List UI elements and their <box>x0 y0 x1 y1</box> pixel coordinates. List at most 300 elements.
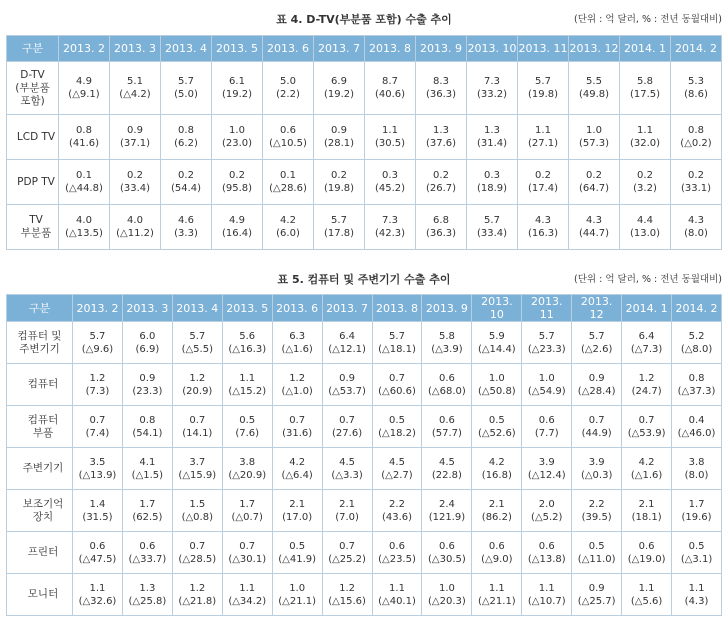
header-period: 2014. 1 <box>620 36 671 62</box>
data-cell <box>422 448 472 490</box>
data-cell <box>372 406 422 448</box>
data-cell <box>59 115 110 160</box>
cell-change: (44.7) <box>578 228 610 239</box>
header-period: 2013. 11 <box>522 295 572 322</box>
cell-value: 0.5 <box>588 540 605 552</box>
cell-change: (△13.8) <box>527 553 566 565</box>
cell-change: (5.0) <box>174 89 198 100</box>
cell-change: (△44.8) <box>65 183 103 194</box>
data-cell <box>622 406 672 448</box>
cell-value: 0.7 <box>189 414 206 426</box>
data-cell <box>416 115 467 160</box>
cell-change: (31.5) <box>82 511 113 523</box>
data-cell <box>222 364 272 406</box>
data-cell <box>620 160 671 205</box>
cell-value: 5.6 <box>239 330 256 342</box>
header-period: 2013. 5 <box>222 295 272 322</box>
cell-value: 6.9 <box>331 76 347 87</box>
cell-change: (△5.5) <box>181 343 213 355</box>
table4-unit: (단위 : 억 달러, % : 전년 동월대비) <box>574 14 722 25</box>
data-cell <box>518 160 569 205</box>
data-cell <box>672 532 722 574</box>
cell-value: 2.1 <box>638 498 655 510</box>
data-cell <box>672 574 722 616</box>
table-row <box>7 574 722 616</box>
cell-value: 1.1 <box>488 582 505 594</box>
header-category: 구분 <box>7 36 59 62</box>
cell-change: (△9.0) <box>481 553 513 565</box>
data-cell <box>314 205 365 250</box>
cell-value: 0.6 <box>89 540 106 552</box>
cell-value: 1.2 <box>89 372 106 384</box>
cell-value: 4.9 <box>229 215 245 226</box>
cell-change: (△13.5) <box>65 228 103 239</box>
cell-change: (△52.6) <box>477 427 516 439</box>
data-cell <box>467 205 518 250</box>
cell-change: (△28.5) <box>178 553 217 565</box>
data-cell <box>467 115 518 160</box>
cell-value: 8.7 <box>382 76 398 87</box>
data-cell <box>522 574 572 616</box>
table4-caption: 표 4. D-TV(부분품 포함) 수출 추이 <box>276 13 452 26</box>
cell-change: (7.4) <box>85 427 110 439</box>
cell-value: 0.7 <box>588 414 605 426</box>
data-cell <box>59 62 110 115</box>
cell-value: 1.3 <box>433 125 449 136</box>
data-cell <box>122 532 172 574</box>
cell-value: 6.4 <box>638 330 655 342</box>
cell-value: 5.7 <box>331 215 347 226</box>
data-cell <box>472 532 522 574</box>
cell-value: 0.8 <box>688 372 705 384</box>
data-cell <box>472 322 522 364</box>
cell-change: (6.2) <box>174 138 198 149</box>
cell-value: 5.0 <box>280 76 296 87</box>
header-period: 2013. 3 <box>122 295 172 322</box>
data-cell <box>522 532 572 574</box>
cell-value: 4.2 <box>280 215 296 226</box>
cell-change: (16.3) <box>527 228 559 239</box>
data-cell <box>672 322 722 364</box>
table-row <box>7 532 722 574</box>
cell-value: 0.4 <box>688 414 705 426</box>
cell-value: 1.0 <box>488 372 505 384</box>
row-label: TV 부분품 <box>7 205 59 250</box>
cell-value: 2.0 <box>538 498 555 510</box>
cell-change: (7.6) <box>235 427 260 439</box>
cell-change: (19.8) <box>527 89 559 100</box>
cell-change: (△12.1) <box>328 343 366 355</box>
data-cell <box>572 322 622 364</box>
data-cell <box>110 115 161 160</box>
data-cell <box>110 160 161 205</box>
cell-change: (62.5) <box>132 511 163 523</box>
cell-change: (31.4) <box>476 138 508 149</box>
data-cell <box>620 205 671 250</box>
cell-change: (△47.5) <box>78 553 117 565</box>
cell-change: (△1.5) <box>131 469 164 481</box>
table4-header-row <box>7 36 722 62</box>
cell-change: (33.4) <box>119 183 151 194</box>
cell-value: 0.7 <box>339 540 356 552</box>
cell-change: (△0.8) <box>181 511 213 523</box>
cell-value: 0.6 <box>280 125 296 136</box>
cell-change: (7.7) <box>534 427 559 439</box>
header-period: 2013. 7 <box>322 295 372 322</box>
cell-value: 1.2 <box>638 372 655 384</box>
cell-value: 6.8 <box>433 215 449 226</box>
cell-change: (17.5) <box>629 89 661 100</box>
cell-value: 0.3 <box>484 170 500 181</box>
cell-value: 0.6 <box>438 540 455 552</box>
cell-value: 1.1 <box>637 125 653 136</box>
data-cell <box>472 574 522 616</box>
data-cell <box>73 448 123 490</box>
row-label: PDP TV <box>7 160 59 205</box>
cell-value: 0.8 <box>688 125 704 136</box>
cell-change: (7.3) <box>85 385 110 397</box>
header-period: 2013. 11 <box>518 36 569 62</box>
cell-value: 1.3 <box>484 125 500 136</box>
cell-change: (17.4) <box>527 183 559 194</box>
data-cell <box>222 490 272 532</box>
cell-change: (31.6) <box>282 427 313 439</box>
data-cell <box>122 364 172 406</box>
data-cell <box>263 205 314 250</box>
data-cell <box>522 406 572 448</box>
cell-change: (△50.8) <box>477 385 516 397</box>
data-cell <box>222 406 272 448</box>
data-cell <box>522 490 572 532</box>
cell-change: (△5.2) <box>531 511 563 523</box>
cell-change: (18.9) <box>476 183 508 194</box>
cell-value: 4.4 <box>637 215 653 226</box>
data-cell <box>272 490 322 532</box>
cell-change: (36.3) <box>425 89 457 100</box>
header-period: 2013. 2 <box>73 295 123 322</box>
cell-value: 5.7 <box>189 330 206 342</box>
cell-value: 0.9 <box>127 125 143 136</box>
cell-value: 0.9 <box>588 582 605 594</box>
data-cell <box>472 490 522 532</box>
cell-change: (16.4) <box>221 228 253 239</box>
cell-change: (30.5) <box>374 138 406 149</box>
cell-value: 1.1 <box>389 582 405 594</box>
cell-value: 1.2 <box>289 372 306 384</box>
header-period: 2014. 1 <box>622 295 672 322</box>
cell-change: (△21.8) <box>178 595 217 607</box>
data-cell <box>212 205 263 250</box>
cell-value: 1.0 <box>586 125 602 136</box>
data-cell <box>572 532 622 574</box>
cell-change: (△41.9) <box>278 553 317 565</box>
data-cell <box>161 115 212 160</box>
cell-value: 4.3 <box>535 215 551 226</box>
cell-value: 0.7 <box>239 540 256 552</box>
cell-change: (△11.0) <box>577 553 616 565</box>
cell-change: (△3.3) <box>331 469 363 481</box>
table-row <box>7 406 722 448</box>
cell-change: (△21.1) <box>477 595 516 607</box>
cell-change: (37.6) <box>425 138 457 149</box>
data-cell <box>572 448 622 490</box>
data-cell <box>472 448 522 490</box>
data-cell <box>322 406 372 448</box>
data-cell <box>365 160 416 205</box>
cell-value: 0.7 <box>339 414 356 426</box>
cell-value: 0.3 <box>382 170 398 181</box>
data-cell <box>314 160 365 205</box>
header-period: 2013. 8 <box>372 295 422 322</box>
data-cell <box>59 160 110 205</box>
header-period: 2013. 9 <box>416 36 467 62</box>
data-cell <box>422 490 472 532</box>
data-cell <box>569 62 620 115</box>
cell-change: (△25.8) <box>128 595 167 607</box>
cell-change: (△6.4) <box>281 469 313 481</box>
data-cell <box>314 115 365 160</box>
data-cell <box>172 574 222 616</box>
data-cell <box>522 364 572 406</box>
row-label: 모니터 <box>7 574 73 616</box>
cell-value: 0.6 <box>638 540 655 552</box>
cell-value: 0.7 <box>189 540 206 552</box>
cell-value: 2.1 <box>289 498 306 510</box>
header-period: 2014. 2 <box>672 295 722 322</box>
cell-value: 7.3 <box>382 215 398 226</box>
cell-value: 0.6 <box>139 540 156 552</box>
cell-change: (△28.4) <box>577 385 616 397</box>
data-cell <box>122 574 172 616</box>
cell-value: 0.2 <box>331 170 347 181</box>
cell-value: 0.2 <box>586 170 602 181</box>
cell-value: 1.0 <box>538 372 555 384</box>
cell-change: (△2.7) <box>381 469 413 481</box>
cell-change: (△0.7) <box>231 511 263 523</box>
data-cell <box>372 322 422 364</box>
cell-change: (3.3) <box>174 228 198 239</box>
cell-value: 0.2 <box>637 170 653 181</box>
cell-value: 0.5 <box>239 414 256 426</box>
cell-change: (△9.6) <box>81 343 114 355</box>
cell-value: 1.3 <box>139 582 156 594</box>
cell-change: (57.7) <box>431 427 462 439</box>
cell-change: (△13.9) <box>78 469 117 481</box>
cell-change: (△37.3) <box>677 385 716 397</box>
header-period: 2013. 6 <box>263 36 314 62</box>
data-cell <box>416 62 467 115</box>
cell-change: (△12.4) <box>527 469 566 481</box>
cell-change: (36.3) <box>425 228 457 239</box>
cell-change: (△3.9) <box>431 343 463 355</box>
cell-value: 5.2 <box>688 330 705 342</box>
cell-value: 1.2 <box>189 582 206 594</box>
data-cell <box>172 364 222 406</box>
data-cell <box>672 448 722 490</box>
cell-change: (△8.0) <box>680 343 713 355</box>
row-label: D-TV (부분품 포함) <box>7 62 59 115</box>
cell-value: 1.2 <box>189 372 206 384</box>
cell-change: (△23.3) <box>527 343 566 355</box>
cell-change: (△16.3) <box>228 343 267 355</box>
cell-change: (△14.4) <box>477 343 516 355</box>
cell-change: (17.0) <box>282 511 313 523</box>
data-cell <box>671 62 722 115</box>
cell-change: (△19.0) <box>627 553 666 565</box>
cell-value: 0.9 <box>139 372 156 384</box>
data-cell <box>622 574 672 616</box>
cell-value: 0.5 <box>289 540 306 552</box>
data-cell <box>671 205 722 250</box>
table5-unit: (단위 : 억 달러, % : 전년 동월대비) <box>574 274 722 285</box>
header-period: 2013. 12 <box>572 295 622 322</box>
row-label: LCD TV <box>7 115 59 160</box>
header-period: 2013. 10 <box>472 295 522 322</box>
cell-change: (△20.9) <box>228 469 267 481</box>
cell-value: 1.0 <box>289 582 306 594</box>
cell-change: (△33.7) <box>128 553 167 565</box>
cell-change: (121.9) <box>428 511 466 523</box>
cell-value: 1.7 <box>139 498 156 510</box>
data-cell <box>263 115 314 160</box>
row-label: 프린터 <box>7 532 73 574</box>
cell-change: (23.0) <box>221 138 253 149</box>
cell-value: 0.6 <box>538 414 555 426</box>
cell-change: (△10.7) <box>527 595 566 607</box>
cell-value: 5.8 <box>438 330 455 342</box>
data-cell <box>122 448 172 490</box>
data-cell <box>518 62 569 115</box>
cell-change: (△20.3) <box>428 595 466 607</box>
table-row <box>7 62 722 115</box>
cell-change: (△25.7) <box>577 595 616 607</box>
data-cell <box>73 574 123 616</box>
cell-value: 1.0 <box>229 125 245 136</box>
cell-change: (23.3) <box>132 385 163 397</box>
cell-value: 5.7 <box>89 330 106 342</box>
header-period: 2013. 4 <box>172 295 222 322</box>
data-cell <box>672 364 722 406</box>
cell-change: (8.6) <box>684 89 708 100</box>
cell-value: 4.1 <box>139 456 156 468</box>
cell-value: 0.1 <box>76 170 92 181</box>
data-cell <box>372 532 422 574</box>
data-cell <box>572 406 622 448</box>
cell-change: (43.6) <box>381 511 413 523</box>
cell-value: 3.5 <box>89 456 106 468</box>
cell-value: 1.1 <box>688 582 705 594</box>
data-cell <box>322 490 372 532</box>
data-cell <box>522 448 572 490</box>
data-cell <box>110 62 161 115</box>
data-cell <box>422 406 472 448</box>
header-period: 2013. 4 <box>161 36 212 62</box>
data-cell <box>372 448 422 490</box>
data-cell <box>122 490 172 532</box>
data-cell <box>73 490 123 532</box>
cell-change: (19.6) <box>681 511 712 523</box>
header-period: 2013. 6 <box>272 295 322 322</box>
cell-change: (△5.6) <box>630 595 663 607</box>
cell-change: (△4.2) <box>119 89 151 100</box>
cell-change: (27.1) <box>527 138 559 149</box>
cell-change: (△15.9) <box>178 469 217 481</box>
data-cell <box>422 532 472 574</box>
data-cell <box>569 115 620 160</box>
cell-change: (54.4) <box>170 183 202 194</box>
data-cell <box>372 364 422 406</box>
cell-value: 5.7 <box>389 330 405 342</box>
data-cell <box>73 532 123 574</box>
data-cell <box>372 574 422 616</box>
cell-change: (19.2) <box>323 89 355 100</box>
cell-change: (41.6) <box>68 138 100 149</box>
data-cell <box>467 62 518 115</box>
cell-change: (△15.6) <box>328 595 366 607</box>
cell-value: 6.1 <box>229 76 245 87</box>
data-cell <box>569 205 620 250</box>
data-cell <box>73 406 123 448</box>
header-period: 2013. 8 <box>365 36 416 62</box>
data-cell <box>172 322 222 364</box>
cell-value: 5.7 <box>178 76 194 87</box>
data-cell <box>263 62 314 115</box>
cell-value: 4.5 <box>438 456 455 468</box>
cell-value: 2.2 <box>389 498 405 510</box>
cell-value: 0.8 <box>139 414 156 426</box>
cell-change: (20.9) <box>182 385 213 397</box>
cell-value: 4.2 <box>488 456 505 468</box>
data-cell <box>620 62 671 115</box>
data-cell <box>622 490 672 532</box>
data-cell <box>272 322 322 364</box>
cell-change: (44.9) <box>581 427 612 439</box>
cell-value: 7.3 <box>484 76 500 87</box>
data-cell <box>572 490 622 532</box>
data-cell <box>161 62 212 115</box>
data-cell <box>222 574 272 616</box>
cell-value: 4.2 <box>638 456 655 468</box>
cell-value: 5.7 <box>588 330 605 342</box>
cell-change: (6.0) <box>276 228 300 239</box>
data-cell <box>671 115 722 160</box>
cell-change: (8.0) <box>684 469 709 481</box>
cell-change: (54.1) <box>132 427 163 439</box>
header-period: 2013. 3 <box>110 36 161 62</box>
data-cell <box>569 160 620 205</box>
cell-change: (39.5) <box>581 511 612 523</box>
data-cell <box>422 574 472 616</box>
data-cell <box>73 322 123 364</box>
data-cell <box>212 160 263 205</box>
header-period: 2013. 10 <box>467 36 518 62</box>
cell-change: (△11.2) <box>116 228 154 239</box>
data-cell <box>314 62 365 115</box>
cell-value: 5.7 <box>484 215 500 226</box>
data-cell <box>222 322 272 364</box>
cell-change: (3.2) <box>633 183 657 194</box>
cell-change: (13.0) <box>629 228 661 239</box>
data-cell <box>172 406 222 448</box>
cell-change: (△32.6) <box>78 595 117 607</box>
cell-value: 4.3 <box>688 215 704 226</box>
data-cell <box>472 406 522 448</box>
cell-value: 1.1 <box>638 582 655 594</box>
data-cell <box>263 160 314 205</box>
data-cell <box>172 448 222 490</box>
cell-change: (△0.3) <box>580 469 613 481</box>
data-cell <box>122 322 172 364</box>
